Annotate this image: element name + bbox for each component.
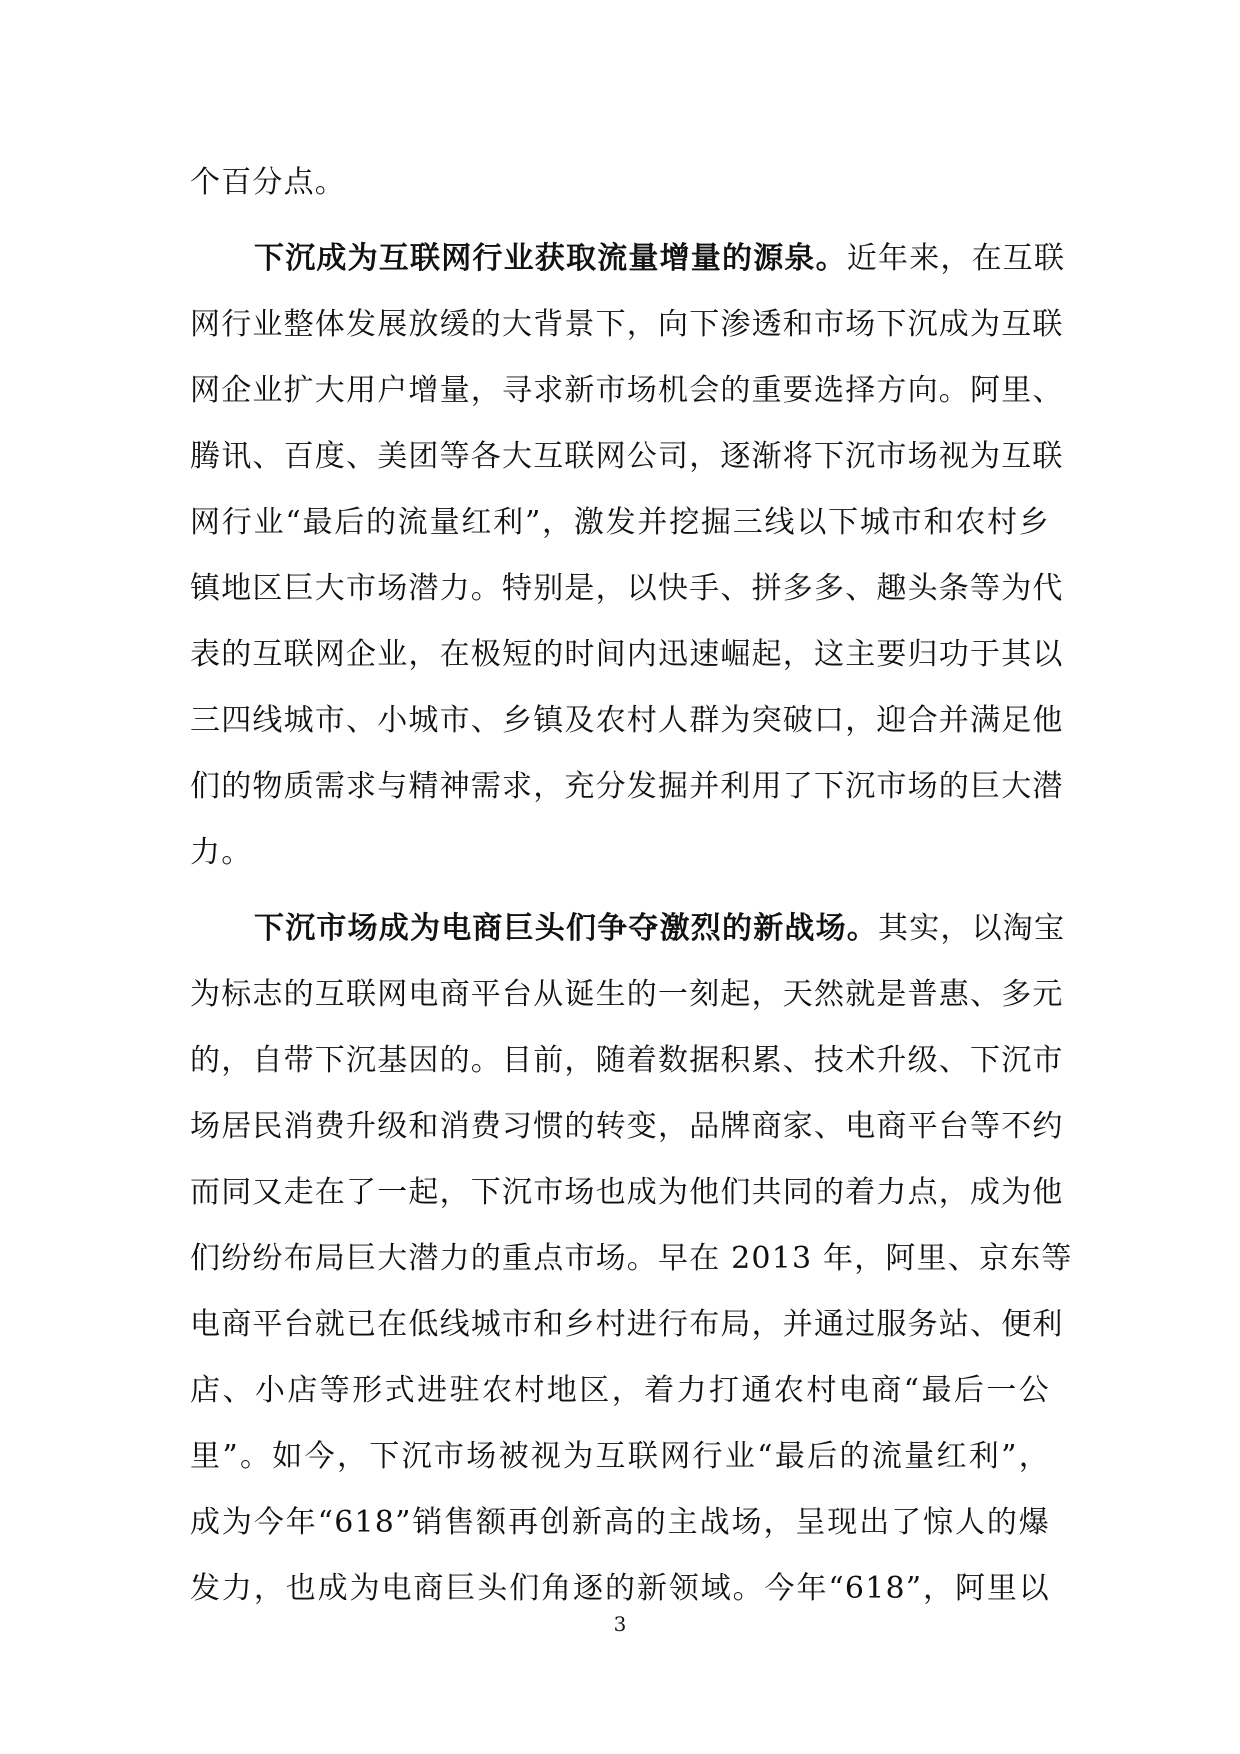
text-line xyxy=(190,226,1066,292)
text-line: 网企业扩大用户增量，寻求新市场机会的重要选择方向。阿里、 xyxy=(190,373,1064,408)
text-line: 网行业整体发展放缓的大背景下，向下渗透和市场下沉成为互联 xyxy=(190,307,1064,342)
text-line: 成为今年“618”销售额再创新高的主战场，呈现出了惊人的爆 xyxy=(190,1505,1050,1540)
text-line: 镇地区巨大市场潜力。特别是，以快手、拼多多、趣头条等为代 xyxy=(190,571,1064,606)
text-line: 里”。如今，下沉市场被视为互联网行业“最后的流量红利”， xyxy=(190,1439,1050,1474)
paragraph-gap xyxy=(190,886,1050,896)
text-line: 的，自带下沉基因的。目前，随着数据积累、技术升级、下沉市 xyxy=(190,1043,1064,1078)
text-line xyxy=(190,896,1066,962)
text-line: 表的互联网企业，在极短的时间内迅速崛起，这主要归功于其以 xyxy=(190,637,1064,672)
text-line: 腾讯、百度、美团等各大互联网公司，逐渐将下沉市场视为互联 xyxy=(190,439,1064,474)
text-line: 而同又走在了一起，下沉市场也成为他们共同的着力点，成为他 xyxy=(190,1175,1064,1210)
paragraph-gap xyxy=(190,216,1050,226)
text-line: 力。 xyxy=(190,835,253,870)
document-body xyxy=(190,150,1073,1622)
paragraph-ecommerce-battlefield xyxy=(190,896,1073,1622)
text-line: 场居民消费升级和消费习惯的转变，品牌商家、电商平台等不约 xyxy=(190,1109,1064,1144)
text-line: 们的物质需求与精神需求，充分发掘并利用了下沉市场的巨大潜 xyxy=(190,769,1064,804)
text-line: 为标志的互联网电商平台从诞生的一刻起，天然就是普惠、多元 xyxy=(190,977,1064,1012)
paragraph-continuation xyxy=(190,150,1050,216)
paragraph-traffic-source xyxy=(190,226,1066,886)
text-line: 三四线城市、小城市、乡镇及农村人群为突破口，迎合并满足他 xyxy=(190,703,1064,738)
text-line: 店、小店等形式进驻农村地区，着力打通农村电商“最后一公 xyxy=(190,1373,1050,1408)
text-line-tail: 其实，以淘宝 xyxy=(878,911,1066,946)
text-line: 们纷纷布局巨大潜力的重点市场。早在 2013 年，阿里、京东等 xyxy=(190,1241,1073,1276)
paragraph-heading: 下沉成为互联网行业获取流量增量的源泉。 xyxy=(254,241,847,276)
paragraph-heading: 下沉市场成为电商巨头们争夺激烈的新战场。 xyxy=(254,911,878,946)
text-line-tail: 近年来，在互联 xyxy=(846,241,1066,276)
text-line: 个百分点。 xyxy=(190,165,346,200)
text-line: 电商平台就已在低线城市和乡村进行布局，并通过服务站、便利 xyxy=(190,1307,1064,1342)
text-line: 网行业“最后的流量红利”，激发并挖掘三线以下城市和农村乡 xyxy=(190,505,1050,540)
text-line: 发力，也成为电商巨头们角逐的新领域。今年“618”，阿里以 xyxy=(190,1571,1050,1606)
page-number: 3 xyxy=(613,1612,627,1636)
